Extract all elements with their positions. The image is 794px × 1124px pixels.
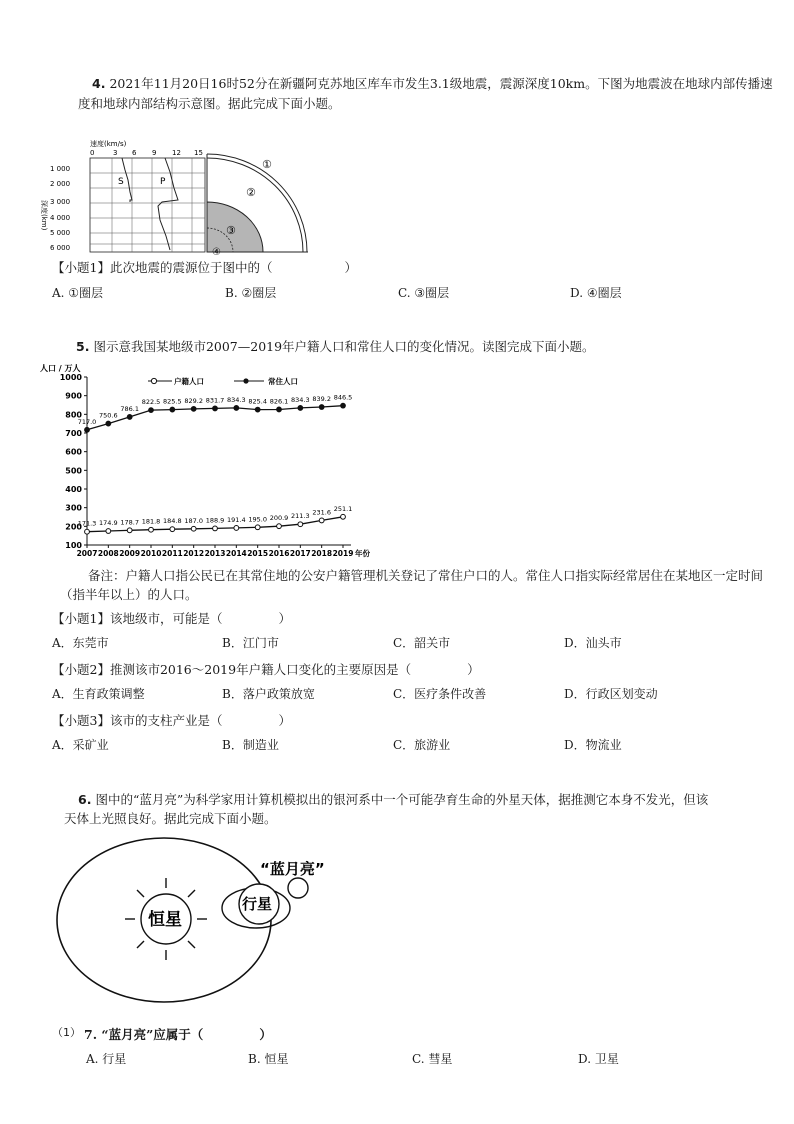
legend-open-marker <box>151 378 156 383</box>
q5-sub2-option-c[interactable]: C．医疗条件改善 <box>393 687 487 701</box>
data-point <box>191 406 196 411</box>
q5-sub1-question: 【小题1】该地级市，可能是（ ） <box>52 611 291 626</box>
data-point <box>170 527 175 532</box>
data-point <box>277 524 282 529</box>
q4-number: 4. <box>92 76 106 91</box>
s-wave-label: S <box>118 177 124 187</box>
data-point <box>85 427 90 432</box>
data-label: 184.8 <box>163 517 182 526</box>
velocity-grid-lines <box>90 158 205 252</box>
q5-sub2-option-a[interactable]: A．生育政策调整 <box>52 687 145 701</box>
legend-filled-marker <box>243 378 248 383</box>
chart-series-labels <box>78 394 353 528</box>
velocity-tick-0: 0 <box>90 149 95 157</box>
data-label: 251.1 <box>333 504 353 513</box>
x-tick-label: 2018 <box>311 549 333 558</box>
data-label: 826.1 <box>269 397 289 406</box>
chart-y-axis-label: 人口 / 万人 <box>40 364 81 373</box>
depth-tick-1000: 1 000 <box>50 165 71 173</box>
q5-note-line2: （指半年以上）的人口。 <box>60 587 198 602</box>
data-point <box>106 421 111 426</box>
velocity-tick-3: 3 <box>113 149 118 157</box>
data-label: 200.9 <box>269 514 289 523</box>
data-point <box>127 415 132 420</box>
x-tick-label: 2011 <box>161 549 183 558</box>
q7-number: 7. <box>84 1027 98 1042</box>
y-tick-label: 400 <box>65 485 82 494</box>
data-point <box>213 526 218 531</box>
data-label: 171.3 <box>77 519 97 528</box>
q4-option-a[interactable]: A. ①圈层 <box>52 286 104 300</box>
x-tick-label: 2014 <box>225 549 247 558</box>
data-point <box>341 514 346 519</box>
x-tick-label: 2016 <box>268 549 290 558</box>
q5-sub2-question: 【小题2】推测该市2016～2019年户籍人口变化的主要原因是（ ） <box>52 662 480 677</box>
data-label: 191.4 <box>227 515 246 524</box>
q6-sub-index: （1） <box>52 1026 81 1039</box>
data-point <box>213 406 218 411</box>
q6-stem-line2: 天体上光照良好。据此完成下面小题。 <box>64 811 277 826</box>
velocity-tick-12: 12 <box>172 149 181 157</box>
blue-moon-body <box>288 878 308 898</box>
q7-question: 7. “蓝月亮”应属于（ ） <box>84 1027 272 1042</box>
data-point <box>255 525 260 530</box>
data-label: 231.6 <box>312 508 331 517</box>
q5-stem-text: 图示意我国某地级市2007—2019年户籍人口和常住人口的变化情况。读图完成下面小题。 <box>93 339 595 354</box>
p-wave-curve <box>158 158 178 250</box>
q5-sub2-option-b[interactable]: B．落户政策放宽 <box>222 687 315 701</box>
depth-tick-4000: 4 000 <box>50 214 71 222</box>
velocity-grid-frame <box>90 158 205 252</box>
data-point <box>149 408 154 413</box>
q7-option-d[interactable]: D. 卫星 <box>578 1052 619 1066</box>
layer-2-label: ② <box>246 186 256 199</box>
data-label: 846.5 <box>333 393 353 402</box>
data-label: 717.0 <box>77 417 97 426</box>
data-label: 825.5 <box>163 397 182 406</box>
data-point <box>234 406 239 411</box>
depth-tick-2000: 2 000 <box>50 180 71 188</box>
p-wave-label: P <box>160 177 166 187</box>
data-label: 187.0 <box>184 516 203 525</box>
y-tick-label: 900 <box>65 391 82 401</box>
y-tick-label: 100 <box>65 541 82 550</box>
q5-sub1-option-a[interactable]: A．东莞市 <box>52 636 109 650</box>
earth-interior-figure <box>40 140 330 262</box>
moon-label: “蓝月亮” <box>260 860 325 878</box>
q5-note-line1: 备注：户籍人口指公民已在其常住地的公安户籍管理机关登记了常住户口的人。常住人口指实际经常居住在某地区一定时间 <box>88 568 764 583</box>
q5-sub3-option-a[interactable]: A．采矿业 <box>52 738 109 752</box>
legend-huji-label: 户籍人口 <box>174 377 204 386</box>
q6-stem-line1 <box>78 790 708 810</box>
q5-sub3-question: 【小题3】该市的支柱产业是（ ） <box>52 713 291 728</box>
x-tick-label: 2017 <box>289 549 311 558</box>
data-label: 829.2 <box>184 396 203 405</box>
data-label: 825.4 <box>248 397 267 406</box>
data-label: 188.9 <box>205 516 225 525</box>
y-tick-label: 300 <box>65 503 82 513</box>
data-point <box>298 406 303 411</box>
velocity-axis-label: 速度(km/s) <box>90 140 127 148</box>
data-point <box>277 407 282 412</box>
data-label: 750.6 <box>99 411 118 420</box>
data-label: 174.9 <box>99 519 118 528</box>
data-point <box>170 407 175 412</box>
x-tick-label: 2010 <box>140 549 162 558</box>
x-tick-label: 2013 <box>204 549 226 558</box>
q5-sub3-option-c[interactable]: C．旅游业 <box>393 738 451 752</box>
q5-sub2-option-d[interactable]: D．行政区划变动 <box>564 687 658 701</box>
q4-option-b[interactable]: B. ②圈层 <box>225 286 277 300</box>
data-label: 822.5 <box>141 398 161 407</box>
data-point <box>127 528 132 533</box>
x-tick-label: 2015 <box>247 549 269 558</box>
q5-stem <box>76 337 595 357</box>
q5-sub3-option-d[interactable]: D．物流业 <box>564 738 622 752</box>
x-tick-label: 2009 <box>119 549 141 558</box>
x-tick-label: 2007 <box>76 549 98 558</box>
q4-option-d[interactable]: D. ④圈层 <box>570 286 622 300</box>
depth-tick-6000: 6 000 <box>50 244 71 252</box>
x-tick-label: 2012 <box>183 549 205 558</box>
data-label: 834.3 <box>291 395 310 404</box>
data-label: 834.3 <box>227 395 246 404</box>
data-point <box>298 522 303 527</box>
q4-stem-line2: 度和地球内部结构示意图。据此完成下面小题。 <box>78 96 341 111</box>
star-label: 恒星 <box>148 910 182 930</box>
y-tick-label: 500 <box>65 466 82 476</box>
q7-option-a[interactable]: A. 行星 <box>86 1052 127 1066</box>
x-tick-label: 2019 <box>332 549 354 558</box>
q6-number: 6. <box>78 792 92 807</box>
q4-option-c[interactable]: C. ③圈层 <box>398 286 450 300</box>
earth-section <box>207 154 308 252</box>
q5-sub1-option-c[interactable]: C．韶关市 <box>393 636 451 650</box>
y-tick-label: 200 <box>65 522 82 532</box>
blue-moon-figure <box>52 836 352 1016</box>
velocity-tick-15: 15 <box>194 149 203 157</box>
data-label: 786.1 <box>120 404 139 413</box>
layer-4-label: ④ <box>212 247 221 258</box>
q5-number: 5. <box>76 339 90 354</box>
data-point <box>234 526 239 531</box>
data-point <box>255 407 260 412</box>
depth-tick-3000: 3 000 <box>50 198 71 206</box>
q5-sub1-option-b[interactable]: B．江门市 <box>222 636 279 650</box>
velocity-tick-9: 9 <box>152 149 157 157</box>
velocity-tick-6: 6 <box>132 149 137 157</box>
legend-changzhu-label: 常住人口 <box>268 377 298 386</box>
data-point <box>319 518 324 523</box>
data-label: 211.3 <box>291 512 310 521</box>
data-label: 181.8 <box>141 517 161 526</box>
data-point <box>319 405 324 410</box>
y-tick-label: 1000 <box>59 373 82 382</box>
layer-1-label: ① <box>262 158 272 171</box>
q4-sub1-question: 【小题1】此次地震的震源位于图中的（ ） <box>52 260 357 275</box>
data-point <box>149 527 154 532</box>
data-label: 178.7 <box>120 518 139 527</box>
chart-x-axis <box>77 545 371 558</box>
data-point <box>341 403 346 408</box>
chart-legend <box>148 376 298 386</box>
y-tick-label: 600 <box>65 447 82 457</box>
data-label: 195.0 <box>248 515 267 524</box>
planet-label: 行星 <box>242 895 273 913</box>
q5-sub3-option-b[interactable]: B．制造业 <box>222 738 279 752</box>
data-label: 839.2 <box>312 395 331 404</box>
data-point <box>106 529 111 534</box>
layer-3-label: ③ <box>226 224 236 237</box>
q5-sub1-option-d[interactable]: D．汕头市 <box>564 636 622 650</box>
q6-stem-text: 图中的“蓝月亮”为科学家用计算机模拟出的银河系中一个可能孕育生命的外星天体，据推测它本身不发光，但该 <box>95 792 709 807</box>
population-line-chart <box>40 360 380 560</box>
data-point <box>191 526 196 531</box>
data-point <box>85 529 90 534</box>
data-label: 831.7 <box>205 396 225 405</box>
q7-option-b[interactable]: B. 恒星 <box>248 1052 289 1066</box>
depth-axis-label: 深度(km) <box>40 200 48 231</box>
depth-tick-5000: 5 000 <box>50 229 71 237</box>
x-axis-label: 年份 <box>355 549 370 558</box>
q4-stem-text: 2021年11月20日16时52分在新疆阿克苏地区库车市发生3.1级地震，震源深度10km。下图为地震波在地球内部传播速 <box>109 76 773 91</box>
q7-option-c[interactable]: C. 彗星 <box>412 1052 453 1066</box>
x-tick-label: 2008 <box>97 549 119 558</box>
y-tick-label: 700 <box>65 429 82 438</box>
y-tick-label: 800 <box>65 410 82 420</box>
q4-stem-line1 <box>92 74 773 94</box>
